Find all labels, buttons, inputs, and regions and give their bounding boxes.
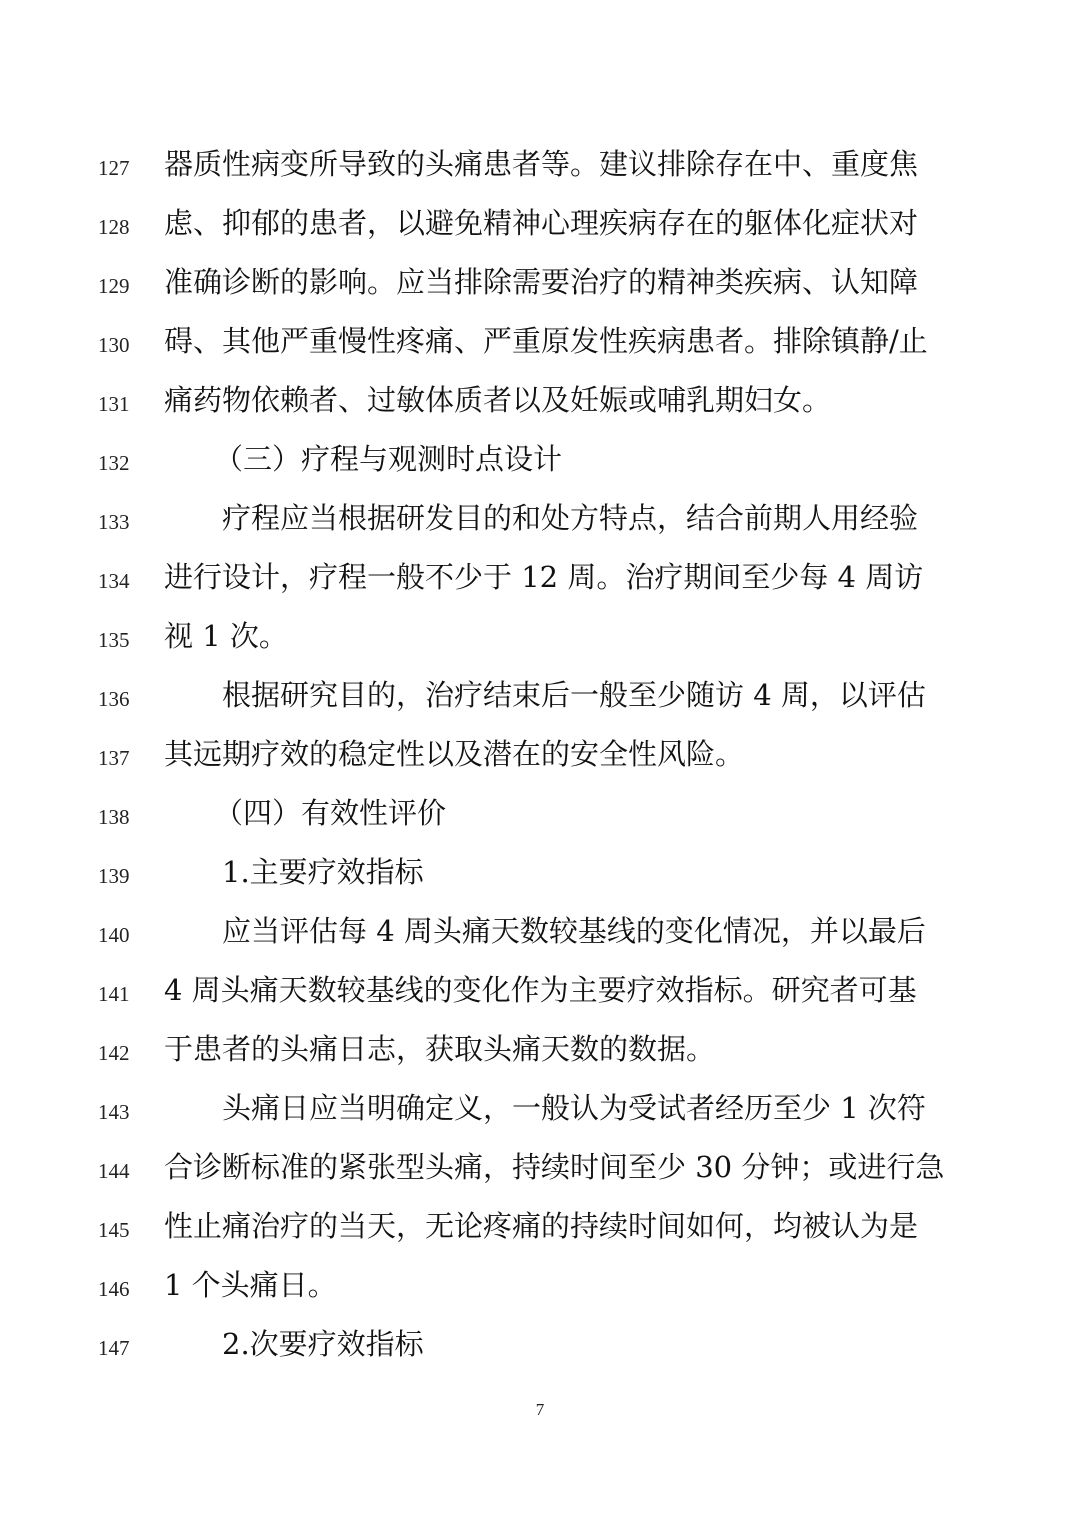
line-number: 136 (98, 687, 130, 711)
text-line (0, 555, 1080, 614)
line-number: 142 (98, 1041, 130, 1065)
line-text: 进行设计，疗程一般不少于 12 周。治疗期间至少每 4 周访 (164, 560, 924, 594)
line-number: 138 (98, 805, 130, 829)
line-text: 4 周头痛天数较基线的变化作为主要疗效指标。研究者可基 (164, 973, 917, 1007)
line-text: 根据研究目的，治疗结束后一般至少随访 4 周，以评估 (222, 678, 926, 712)
text-line (0, 968, 1080, 1027)
text-line (0, 1204, 1080, 1263)
text-line (0, 142, 1080, 201)
line-number: 128 (98, 215, 130, 239)
text-line (0, 732, 1080, 791)
line-number: 146 (98, 1277, 130, 1301)
text-line (0, 1263, 1080, 1322)
line-number: 141 (98, 982, 130, 1006)
section-heading-line (0, 791, 1080, 850)
line-text: 准确诊断的影响。应当排除需要治疗的精神类疾病、认知障 (164, 265, 919, 299)
line-number: 134 (98, 569, 130, 593)
line-text: 合诊断标准的紧张型头痛，持续时间至少 30 分钟；或进行急 (164, 1150, 945, 1184)
line-text: 视 1 次。 (164, 619, 288, 653)
line-number: 147 (98, 1336, 130, 1360)
line-number: 133 (98, 510, 130, 534)
line-number: 145 (98, 1218, 130, 1242)
line-number: 144 (98, 1159, 130, 1183)
subheading-line (0, 1322, 1080, 1381)
line-text: 碍、其他严重慢性疼痛、严重原发性疾病患者。排除镇静/止 (164, 324, 928, 358)
section-heading: （四）有效性评价 (214, 796, 447, 830)
text-line (0, 1027, 1080, 1086)
line-text: 于患者的头痛日志，获取头痛天数的数据。 (164, 1032, 716, 1066)
line-text: 虑、抑郁的患者，以避免精神心理疾病存在的躯体化症状对 (164, 206, 919, 240)
line-number: 137 (98, 746, 130, 770)
line-text: 疗程应当根据研发目的和处方特点，结合前期人用经验 (222, 501, 919, 535)
line-text: 头痛日应当明确定义，一般认为受试者经历至少 1 次符 (222, 1091, 926, 1125)
line-number: 127 (98, 156, 130, 180)
text-line (0, 201, 1080, 260)
section-heading: （三）疗程与观测时点设计 (214, 442, 563, 476)
text-line (0, 614, 1080, 673)
subheading: 1.主要疗效指标 (222, 855, 424, 889)
line-number: 131 (98, 392, 130, 416)
line-text: 应当评估每 4 周头痛天数较基线的变化情况，并以最后 (222, 914, 926, 948)
line-number: 132 (98, 451, 130, 475)
subheading: 2.次要疗效指标 (222, 1327, 424, 1361)
subheading-line (0, 850, 1080, 909)
line-number: 130 (98, 333, 130, 357)
page-number: 7 (535, 1400, 545, 1419)
line-number: 129 (98, 274, 130, 298)
line-text: 痛药物依赖者、过敏体质者以及妊娠或哺乳期妇女。 (164, 383, 832, 417)
line-text: 性止痛治疗的当天，无论疼痛的持续时间如何，均被认为是 (164, 1209, 919, 1243)
line-text: 其远期疗效的稳定性以及潜在的安全性风险。 (164, 737, 745, 771)
text-line (0, 378, 1080, 437)
text-line (0, 673, 1080, 732)
line-number: 143 (98, 1100, 130, 1124)
line-number: 135 (98, 628, 130, 652)
section-heading-line (0, 437, 1080, 496)
text-line (0, 319, 1080, 378)
line-text: 1 个头痛日。 (164, 1268, 337, 1302)
text-line (0, 909, 1080, 968)
text-line (0, 260, 1080, 319)
text-line (0, 1145, 1080, 1204)
text-line (0, 1086, 1080, 1145)
line-text: 器质性病变所导致的头痛患者等。建议排除存在中、重度焦 (164, 147, 919, 181)
line-number: 140 (98, 923, 130, 947)
line-number: 139 (98, 864, 130, 888)
text-line (0, 496, 1080, 555)
